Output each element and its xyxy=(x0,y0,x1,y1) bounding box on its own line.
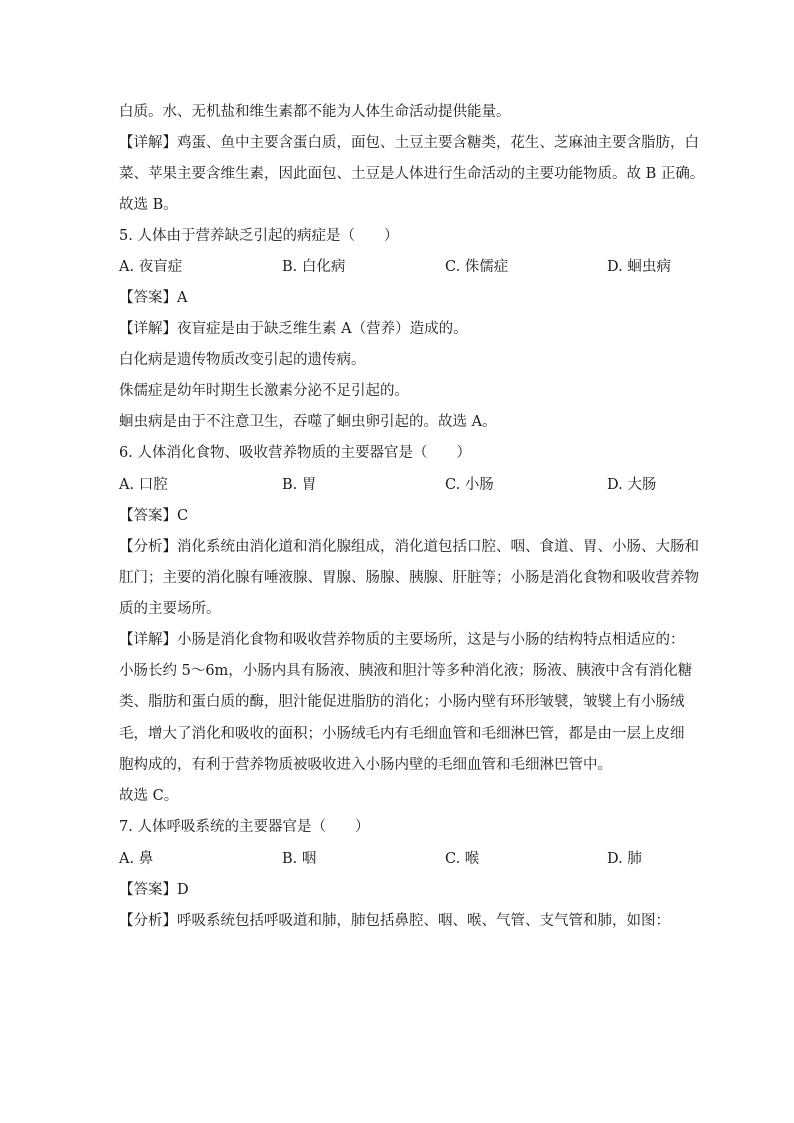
text-line: 肛门；主要的消化腺有唾液腺、胃腺、肠腺、胰腺、肝脏等；小肠是消化食物和吸收营养物 xyxy=(119,570,699,586)
text-line: 菜、苹果主要含维生素，因此面包、土豆是人体进行生命活动的主要功能物质。故 B 正确。 xyxy=(119,166,705,182)
text-line: 毛，增大了消化和吸收的面积；小肠绒毛内有毛细血管和毛细淋巴管，都是由一层上皮细 xyxy=(119,726,685,742)
text-line: 【详解】鸡蛋、鱼中主要含蛋白质，面包、土豆主要含糖类，花生、芝麻油主要含脂肪，白 xyxy=(119,135,699,151)
text-line: 白质。水、无机盐和维生素都不能为人体生命活动提供能量。 xyxy=(119,104,511,120)
option-a: A. 鼻 xyxy=(119,851,154,867)
answer-line: 【答案】A xyxy=(119,290,188,306)
option-d: D. 蛔虫病 xyxy=(607,259,671,275)
option-c: C. 小肠 xyxy=(445,477,494,493)
question-7-stem: 7. 人体呼吸系统的主要器官是（ ） xyxy=(119,819,370,835)
option-b: B. 胃 xyxy=(282,477,317,493)
text-line: 小肠长约 5～6m，小肠内具有肠液、胰液和胆汁等多种消化液；肠液、胰液中含有消化糖 xyxy=(119,663,693,679)
question-6-stem: 6. 人体消化食物、吸收营养物质的主要器官是（ ） xyxy=(119,445,471,461)
option-a: A. 夜盲症 xyxy=(119,259,183,275)
option-c: C. 侏儒症 xyxy=(445,259,509,275)
text-line: 【分析】消化系统由消化道和消化腺组成，消化道包括口腔、咽、食道、胃、小肠、大肠和 xyxy=(119,539,699,555)
text-line: 蛔虫病是由于不注意卫生，吞噬了蛔虫卵引起的。故选 A。 xyxy=(119,414,497,430)
text-line: 故选 B。 xyxy=(119,197,178,213)
text-line: 【详解】夜盲症是由于缺乏维生素 A（营养）造成的。 xyxy=(119,321,468,337)
option-a: A. 口腔 xyxy=(119,477,168,493)
question-5-stem: 5. 人体由于营养缺乏引起的病症是（ ） xyxy=(119,228,399,244)
text-line: 胞构成的，有利于营养物质被吸收进入小肠内壁的毛细血管和毛细淋巴管中。 xyxy=(119,757,612,773)
text-line: 质的主要场所。 xyxy=(119,601,221,617)
option-b: B. 白化病 xyxy=(282,259,346,275)
option-b: B. 咽 xyxy=(282,851,317,867)
option-d: D. 大肠 xyxy=(607,477,657,493)
text-line: 【分析】呼吸系统包括呼吸道和肺，肺包括鼻腔、咽、喉、气管、支气管和肺，如图： xyxy=(119,913,670,929)
answer-line: 【答案】C xyxy=(119,508,189,524)
text-line: 【详解】小肠是消化食物和吸收营养物质的主要场所，这是与小肠的结构特点相适应的： xyxy=(119,632,685,648)
answer-line: 【答案】D xyxy=(119,882,189,898)
text-line: 白化病是遗传物质改变引起的遗传病。 xyxy=(119,352,366,368)
text-line: 侏儒症是幼年时期生长激素分泌不足引起的。 xyxy=(119,383,409,399)
option-d: D. 肺 xyxy=(607,851,642,867)
text-line: 类、脂肪和蛋白质的酶，胆汁能促进脂肪的消化；小肠内壁有环形皱襞，皱襞上有小肠绒 xyxy=(119,694,685,710)
text-line: 故选 C。 xyxy=(119,788,179,804)
option-c: C. 喉 xyxy=(445,851,480,867)
